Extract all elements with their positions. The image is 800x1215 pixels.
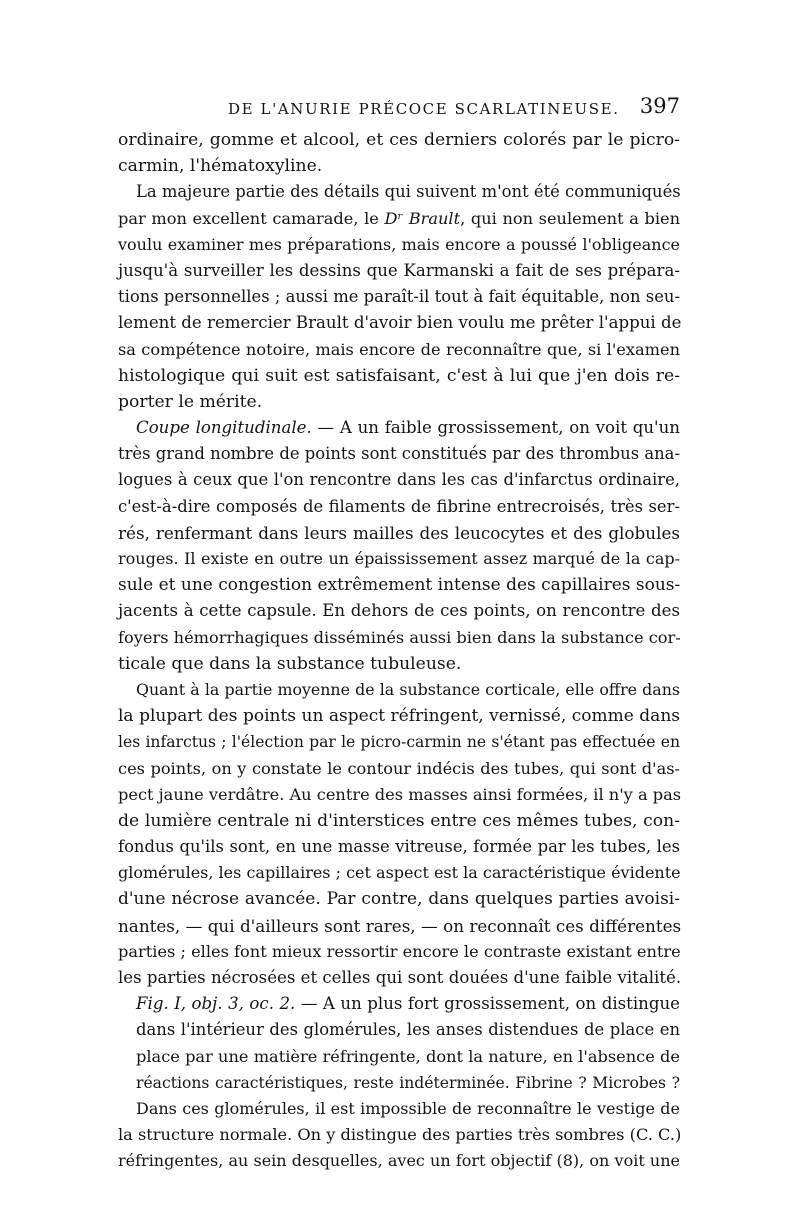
text-line: réfringentes, au sein desquelles, avec un fort objectif (8), on voit une bbox=[118, 1151, 680, 1171]
section-heading: Coupe longitudinale. bbox=[136, 418, 312, 438]
figure-reference: Fig. I, obj. 3, oc. 2. bbox=[136, 994, 296, 1014]
text-line: c'est-à-dire composés de filaments de fibrine entrecroisés, très ser- bbox=[118, 496, 680, 516]
text-line: fondus qu'ils sont, en une masse vitreuse, formée par les tubes, les bbox=[118, 837, 680, 857]
text-line: dans l'intérieur des glomérules, les anses distendues de place en bbox=[136, 1020, 680, 1040]
text-line: la structure normale. On y distingue des parties très sombres (C. C.) bbox=[118, 1125, 682, 1145]
text-line: lement de remercier Brault d'avoir bien voulu me prêter l'appui de bbox=[118, 313, 682, 333]
text-line: sa compétence notoire, mais encore de reconnaître que, si l'examen bbox=[118, 339, 680, 359]
page-header bbox=[118, 94, 680, 124]
text-line: par mon excellent camarade, le Dʳ Brault, qui non seulement a bien bbox=[118, 208, 680, 228]
text-line: place par une matière réfringente, dont la nature, en l'absence de bbox=[136, 1046, 680, 1066]
italic-name: Dʳ Brault bbox=[384, 208, 461, 228]
text-line: jusqu'à surveiller les dessins que Karmanski a fait de ses prépara- bbox=[118, 260, 680, 280]
text-line: ces points, on y constate le contour indécis des tubes, qui sont d'as- bbox=[118, 758, 680, 778]
text-line: rés, renfermant dans leurs mailles des leucocytes et des globules bbox=[118, 522, 680, 543]
text-line: glomérules, les capillaires ; cet aspect est la caractéristique évidente bbox=[118, 863, 681, 883]
text-line: pect jaune verdâtre. Au centre des masses ainsi formées, il n'y a pas bbox=[118, 784, 682, 804]
text-line: la plupart des points un aspect réfringent, vernissé, comme dans bbox=[118, 706, 680, 727]
text-line: foyers hémorrhagiques disséminés aussi bien dans la substance cor- bbox=[118, 627, 681, 647]
text-line: ticale que dans la substance tubuleuse. bbox=[118, 653, 462, 674]
text-line: rouges. Il existe en outre un épaississement assez marqué de la cap- bbox=[118, 549, 680, 568]
text-line: Quant à la partie moyenne de la substance corticale, elle offre dans bbox=[136, 679, 680, 699]
text-line: logues à ceux que l'on rencontre dans les cas d'infarctus ordinaire, bbox=[118, 470, 680, 490]
text-line: parties ; elles font mieux ressortir encore le contraste existant entre bbox=[118, 941, 681, 961]
text-line: très grand nombre de points sont constitués par des thrombus ana- bbox=[118, 444, 680, 464]
body-text bbox=[118, 127, 680, 1175]
text-line: ordinaire, gomme et alcool, et ces derniers colorés par le picro- bbox=[118, 130, 680, 150]
text-line: carmin, l'hématoxyline. bbox=[118, 156, 323, 177]
text-line: Dans ces glomérules, il est impossible de reconnaître le vestige de bbox=[136, 1098, 680, 1118]
text-line: réactions caractéristiques, reste indéterminée. Fibrine ? Microbes ? bbox=[136, 1073, 680, 1092]
text-line: jacents à cette capsule. En dehors de ces points, on rencontre des bbox=[118, 601, 680, 621]
running-head: DE L'ANURIE PRÉCOCE SCARLATINEUSE. bbox=[228, 100, 620, 118]
text-line: Fig. I, obj. 3, oc. 2. — A un plus fort grossissement, on distingue bbox=[136, 994, 680, 1014]
text-line: les parties nécrosées et celles qui sont douées d'une faible vitalité. bbox=[118, 968, 682, 987]
text-line: La majeure partie des détails qui suivent m'ont été communiqués bbox=[136, 182, 681, 202]
text-line: voulu examiner mes préparations, mais encore a poussé l'obligeance bbox=[118, 234, 680, 254]
text-line: porter le mérite. bbox=[118, 391, 263, 412]
text-line: nantes, — qui d'ailleurs sont rares, — on reconnaît ces différentes bbox=[118, 915, 682, 936]
text-line: Coupe longitudinale. — A un faible grossissement, on voit qu'un bbox=[136, 418, 680, 438]
text-line: sule et une congestion extrêmement intense des capillaires sous- bbox=[118, 575, 681, 596]
text-line: histologique qui suit est satisfaisant, c'est à lui que j'en dois re- bbox=[118, 365, 680, 386]
text-line: les infarctus ; l'élection par le picro-carmin ne s'étant pas effectuée en bbox=[118, 733, 680, 752]
text-line: tions personnelles ; aussi me paraît-il tout à fait équitable, non seu- bbox=[118, 287, 680, 307]
text-line: d'une nécrose avancée. Par contre, dans quelques parties avoisi- bbox=[118, 889, 680, 910]
text-line: de lumière centrale ni d'interstices entre ces mêmes tubes, con- bbox=[118, 810, 680, 831]
page-number: 397 bbox=[639, 94, 680, 118]
